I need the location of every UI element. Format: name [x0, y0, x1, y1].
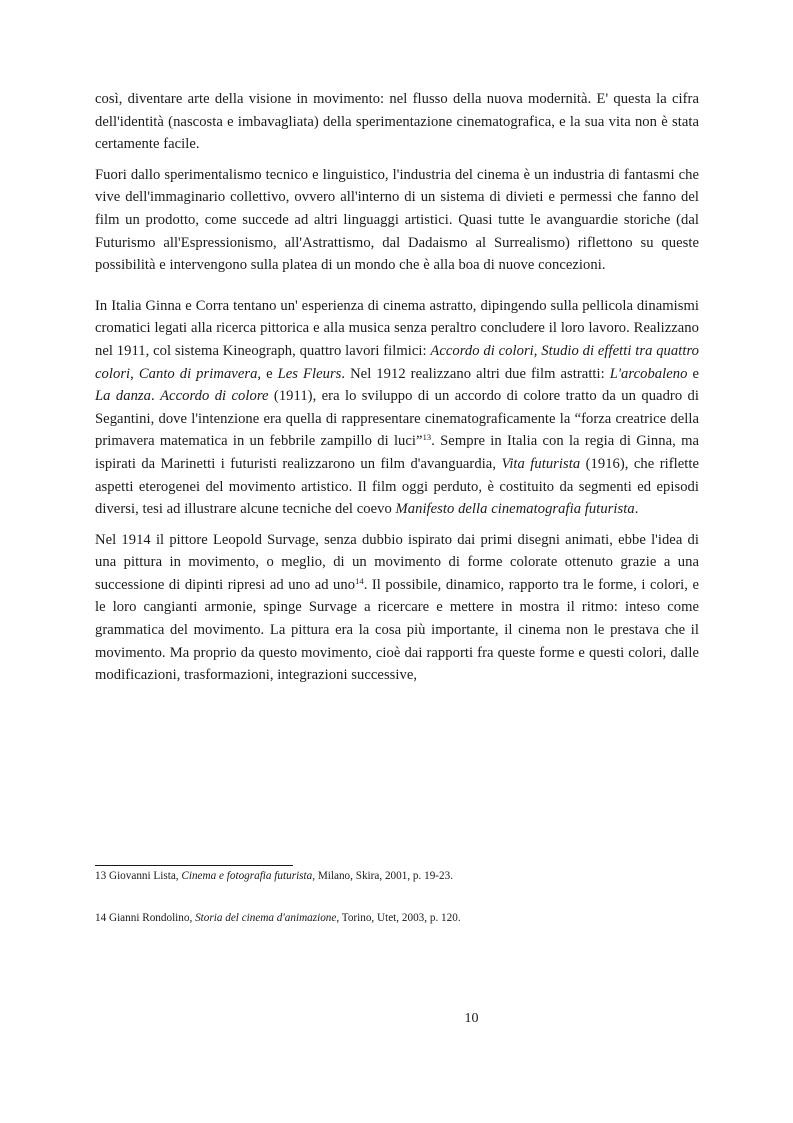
paragraph	[95, 529, 699, 687]
italic-title: Cinema e fotografia futurista	[181, 870, 313, 882]
text-run: Nel 1914 il pittore Leopold Survage, senza dubbio ispirato dai primi disegni animati, ebbe l'idea di una pittura in movimento, o meglio, di un movimento di forme colorate ottenuto grazie a una successione di dipinti ripresi ad uno ad uno	[95, 531, 699, 593]
footnote-separator	[95, 865, 293, 866]
italic-title: Manifesto della cinematografia futurista	[395, 501, 635, 518]
italic-title: Vita futurista	[501, 455, 581, 472]
text-run: .	[151, 388, 161, 405]
footnote-reference: 14	[355, 575, 364, 586]
text-run: e	[687, 365, 699, 382]
footnote	[95, 868, 699, 884]
paragraph	[95, 88, 699, 156]
text-run: e	[261, 365, 278, 382]
body-text	[95, 88, 699, 687]
footnote-reference: 13	[422, 432, 432, 443]
footnotes	[95, 868, 699, 926]
italic-title: La danza	[95, 388, 151, 405]
text-run: . Sempre in Italia con la regia di Ginna, ma ispirati da Marinetti i futuristi realizzarono un film d'avanguardia,	[95, 433, 699, 472]
italic-title: Accordo di colore	[160, 388, 269, 405]
text-run: In Italia Ginna e Corra tentano un' esperienza di cinema astratto, dipingendo sulla pellicola dinamismi cromatici legati alla ricerca pittorica e alla musica senza peraltro concludere il loro lavoro. Realizzano nel 1911, col sistema Kineograph, quattro lavori filmici:	[95, 297, 699, 359]
text-run: 14 Gianni Rondolino,	[95, 912, 196, 924]
text-run: .	[634, 501, 639, 518]
text-run: , Milano, Skira, 2001, p. 19-23.	[312, 870, 454, 882]
italic-title: Storia del cinema d'animazione	[195, 912, 337, 924]
text-run: così, diventare arte della visione in movimento: nel flusso della nuova modernità. E' questa la cifra dell'identità (nascosta e imbavagliata) della sperimentazione cinematografica, e la sua vita non è stata certamente facile.	[95, 91, 699, 153]
text-run: , Torino, Utet, 2003, p. 120.	[336, 912, 461, 924]
italic-title: Accordo di colori	[430, 342, 534, 359]
italic-title: L'arcobaleno	[609, 365, 688, 382]
text-run: . Il possibile, dinamico, rapporto tra le forme, i colori, e le loro cangianti armonie, spinge Survage a ricercare e mettere in mostra il ritmo: inteso come grammatica del movimento. La pittura era la cosa più importante, il cinema non le prestava che il movimento. Ma proprio da questo movimento, cioè dai rapporti fra queste forme e questi colori, dalle modificazioni, trasformazioni, integrazioni successive,	[95, 576, 699, 684]
paragraph	[95, 164, 699, 277]
text-run: (1916), che riflette aspetti eterogenei del movimento artistico. Il film oggi perduto, è costituito da segmenti ed episodi diversi, tesi ad illustrare alcune tecniche del coevo	[95, 455, 700, 518]
italic-title: Studio di effetti tra quattro colori, Canto di primavera,	[95, 342, 699, 382]
paragraph	[95, 295, 699, 521]
text-run: (1911), era lo sviluppo di un accordo di colore tratto da un quadro di Segantini, dove l'intenzione era quella di rappresentare cinematograficamente la “forza creatrice della primavera matematica in un febbrile zampillo di luci”	[95, 388, 699, 450]
italic-title: Les Fleurs	[277, 365, 342, 382]
text-run: 13 Giovanni Lista,	[95, 870, 182, 882]
page-number: 10	[464, 1011, 479, 1026]
text-run: Fuori dallo sperimentalismo tecnico e linguistico, l'industria del cinema è un industria di fantasmi che vive dell'immaginario collettivo, ovvero all'interno di un sistema di divieti e permessi che fanno del film un prodotto, come succede ad altri linguaggi artistici. Quasi tutte le avanguardie storiche (dal Futurismo all'Espressionismo, all'Astrattismo, dal Dadaismo al Surrealismo) riflettono su queste possibilità e intervengono sulla platea di un mondo che è alla boa di nuove concezioni.	[95, 166, 699, 274]
text-run: . Nel 1912 realizzano altri due film astratti:	[341, 365, 610, 382]
text-run: ,	[533, 342, 542, 359]
footnote	[95, 910, 699, 926]
